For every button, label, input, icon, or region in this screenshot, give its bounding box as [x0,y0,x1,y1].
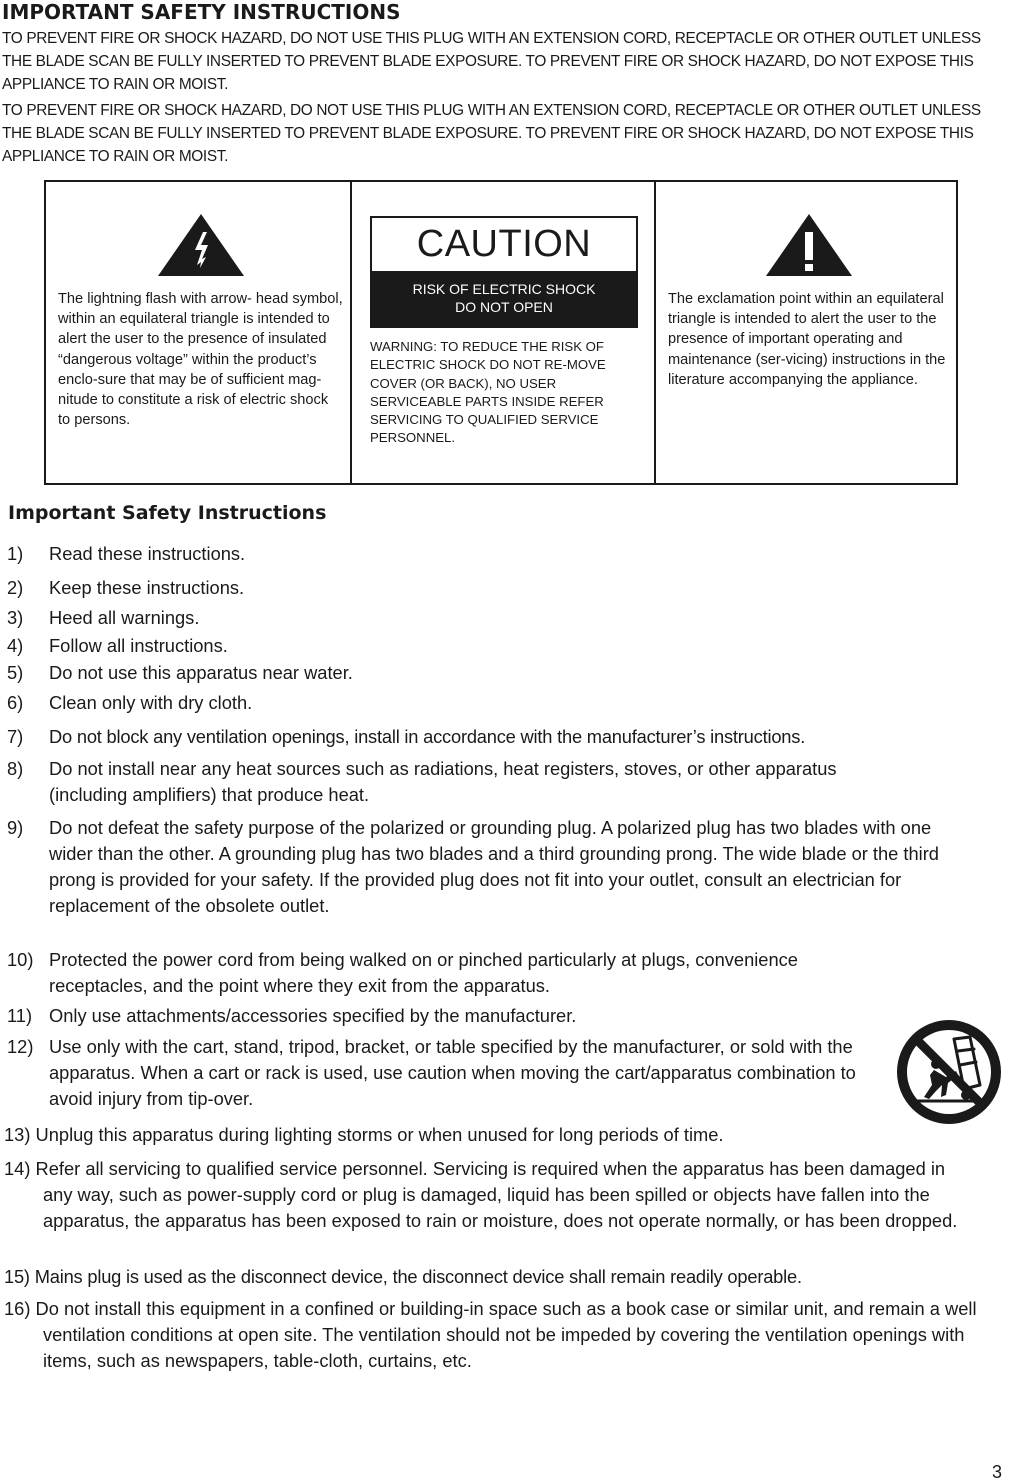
instruction-item [4,1156,978,1234]
instruction-text: Follow all instructions. [49,635,228,656]
instruction-text: Refer all servicing to qualified service personnel. Servicing is required when the apparatus has been damaged in any way, such as power-supply cord or plug is damaged, liquid has been spilled or objects have fallen into the apparatus, the apparatus has been exposed to rain or moisture, does not operate normally, or has been dropped. [35,1158,958,1231]
instruction-item [4,1296,988,1374]
lightning-triangle-icon [156,212,246,278]
instruction-item [7,1034,887,1112]
caution-band [372,271,636,326]
instruction-number: 12) [7,1036,34,1057]
instruction-text: Read these instructions. [49,543,246,564]
instruction-number: 14) [4,1158,31,1179]
instruction-item [7,947,857,999]
exclamation-symbol-explanation: The exclamation point within an equilateral triangle is intended to alert the user to the presence of important operating and maintenance (ser-vicing) instructions in the literature accompanying the appliance. [668,291,946,388]
instruction-item [7,633,228,659]
instruction-number: 10) [7,949,34,970]
instruction-text: Do not install near any heat sources such as radiations, heat registers, stoves, or other apparatus (including amplifiers) that produce heat. [49,758,837,805]
warning-paragraph: TO PREVENT FIRE OR SHOCK HAZARD, DO NOT USE THIS PLUG WITH AN EXTENSION CORD, RECEPTACLE OR OTHER OUTLET UNLESS THE BLADE SCAN BE FULLY INSERTED TO PREVENT BLADE EXPOSURE. TO PREVENT FIRE OR SHOCK HAZARD, DO NOT EXPOSE THIS APPLIANCE TO RAIN OR MOIST. [2,30,981,93]
instruction-number: 2) [7,577,24,598]
instruction-text: Unplug this apparatus during lighting storms or when unused for long periods of time. [35,1124,724,1145]
instruction-number: 8) [7,758,24,779]
instruction-number: 6) [7,692,24,713]
section-title: Important Safety Instructions [8,502,327,524]
instruction-item [7,541,245,567]
caution-title: CAUTION [416,223,592,265]
instruction-item [7,660,353,686]
instruction-text: Do not use this apparatus near water. [49,662,353,683]
instruction-text: Do not defeat the safety purpose of the polarized or grounding plug. A polarized plug has two blades with one wider than the other. A grounding plug has two blades and a third grounding prong. The wide blade or the third prong is provided for your safety. If the provided plug does not fit into your outlet, consult an electrician for replacement of the obsolete outlet. [49,817,939,916]
instruction-number: 4) [7,635,24,656]
instruction-number: 3) [7,607,24,628]
page-number: 3 [992,1462,1003,1482]
instruction-text: Do not block any ventilation openings, install in accordance with the manufacturer’s instructions. [49,726,806,747]
caution-panel [352,182,656,483]
instruction-item [7,1003,887,1029]
page-title: IMPORTANT SAFETY INSTRUCTIONS [2,0,401,24]
instruction-number: 1) [7,543,24,564]
instruction-number: 5) [7,662,24,683]
exclamation-triangle-icon [764,212,854,278]
caution-warning-text: WARNING: TO REDUCE THE RISK OF ELECTRIC SHOCK DO NOT RE-MOVE COVER (OR BACK), NO USER SERVICEABLE PARTS INSIDE REFER SERVICING TO QUALIFIED SERVICE PERSONNEL. [370,339,606,446]
instruction-text: Use only with the cart, stand, tripod, bracket, or table specified by the manufacturer, or sold with the apparatus. When a cart or rack is used, use caution when moving the cart/apparatus combination to avoid injury from tip-over. [49,1036,856,1109]
caution-band-line: RISK OF ELECTRIC SHOCK [412,281,596,297]
instruction-number: 16) [4,1298,31,1319]
instruction-number: 11) [7,1005,33,1026]
instruction-text: Keep these instructions. [49,577,245,598]
instruction-text: Only use attachments/accessories specified by the manufacturer. [49,1005,577,1026]
instruction-item [7,815,942,919]
exclamation-symbol-panel [656,182,956,483]
instruction-text: Mains plug is used as the disconnect device, the disconnect device shall remain readily operable. [34,1266,802,1287]
caution-label [370,216,638,328]
instruction-item [7,756,917,808]
instruction-number: 15) [4,1266,30,1287]
instruction-item [7,724,1011,750]
instruction-text: Protected the power cord from being walked on or pinched particularly at plugs, convenience receptacles, and the point where they exit from the apparatus. [49,949,798,996]
instruction-item [7,575,244,601]
instruction-text: Do not install this equipment in a confined or building-in space such as a book case or similar unit, and remain a well ventilation conditions at open site. The ventilation should not be impeded by covering the ventilation openings with items, such as newspapers, table-cloth, curtains, etc. [35,1298,977,1371]
instruction-item [4,1264,1012,1290]
safety-symbol-box [44,180,958,485]
caution-band-line: DO NOT OPEN [455,299,553,315]
instruction-number: 9) [7,817,24,838]
cart-warning-icon [896,1019,1002,1125]
lightning-symbol-panel [46,182,352,483]
instruction-number: 13) [4,1124,31,1145]
instruction-item [7,605,199,631]
warning-paragraph: TO PREVENT FIRE OR SHOCK HAZARD, DO NOT USE THIS PLUG WITH AN EXTENSION CORD, RECEPTACLE OR OTHER OUTLET UNLESS THE BLADE SCAN BE FULLY INSERTED TO PREVENT BLADE EXPOSURE. TO PREVENT FIRE OR SHOCK HAZARD, DO NOT EXPOSE THIS APPLIANCE TO RAIN OR MOIST. [2,102,981,165]
instruction-number: 7) [7,726,24,747]
instruction-item [4,1122,923,1148]
instruction-item [7,690,252,716]
lightning-symbol-explanation: The lightning flash with arrow- head symbol, within an equilateral triangle is intended to alert the user to the presence of insulated “dangerous voltage” within the product’s enclo-sure that may be of sufficient mag-nitude to constitute a risk of electric shock to persons. [58,291,343,429]
instruction-text: Clean only with dry cloth. [49,692,253,713]
instruction-text: Heed all warnings. [49,607,200,628]
